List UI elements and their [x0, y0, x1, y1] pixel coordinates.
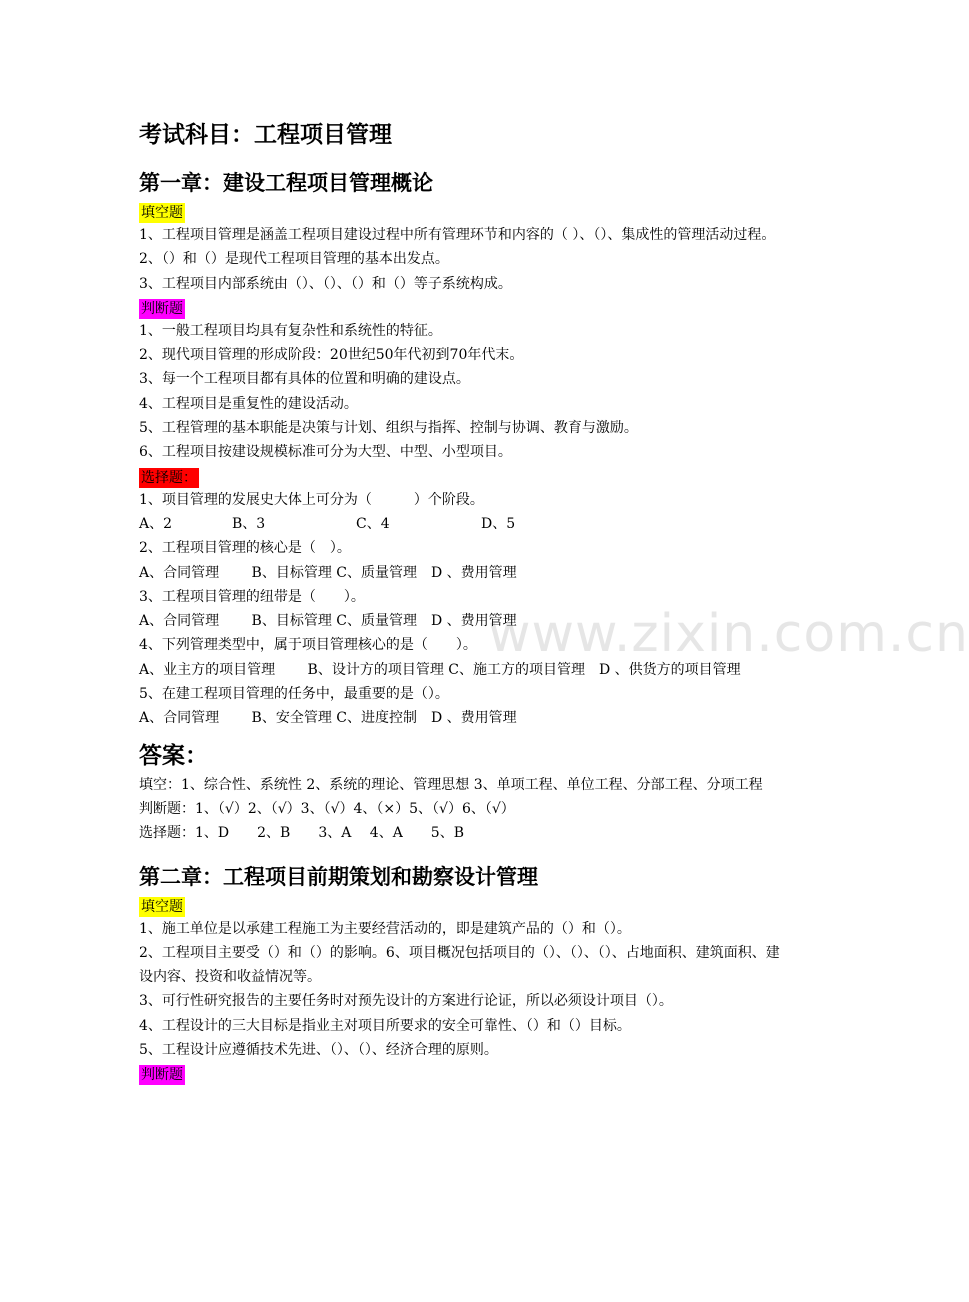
- true-false-tag: 判断题: [141, 1067, 183, 1084]
- option: D、5: [481, 515, 516, 532]
- answers-choice: 选择题：1、D 2、B 3、A 4、A 5、B: [139, 825, 465, 842]
- answers-heading: 答案：: [139, 741, 208, 769]
- ch1-choice-options: A、合同管理 B、目标管理 C、质量管理 D 、费用管理: [139, 613, 517, 630]
- watermark: www.zixin.com.cn: [488, 604, 969, 664]
- ch1-judge-item: 2、现代项目管理的形成阶段：20世纪50年代初到70年代末。: [139, 347, 524, 364]
- ch1-judge-item: 5、工程管理的基本职能是决策与计划、组织与指挥、控制与协调、教育与激励。: [139, 420, 638, 437]
- ch1-choice-question: 1、项目管理的发展史大体上可分为（ ）个阶段。: [139, 491, 484, 508]
- multiple-choice-tag: 选择题：: [141, 469, 197, 486]
- ch2-fill-item: 4、工程设计的三大目标是指业主对项目所要求的安全可靠性、（）和（）目标。: [139, 1017, 631, 1034]
- ch1-choice-question: 4、下列管理类型中，属于项目管理核心的是（ ）。: [139, 637, 477, 654]
- chapter-2-heading: 第二章：工程项目前期策划和勘察设计管理: [139, 863, 538, 889]
- answers-judge: 判断题：1、（√）2、（√）3、（√）4、（×）5、（√）6、（√）: [139, 800, 515, 817]
- ch1-choice-options: A、合同管理 B、目标管理 C、质量管理 D 、费用管理: [139, 564, 517, 581]
- ch2-fill-item: 1、施工单位是以承建工程施工为主要经营活动的，即是建筑产品的（）和（）。: [139, 920, 631, 937]
- fill-blank-tag: 填空题: [141, 898, 183, 915]
- ch1-choice-question: 5、在建工程项目管理的任务中，最重要的是（）。: [139, 686, 449, 703]
- chapter-1-heading: 第一章：建设工程项目管理概论: [139, 170, 433, 195]
- ch1-fill-item: 1、工程项目管理是涵盖工程项目建设过程中所有管理环节和内容的（ ）、（）、集成性的管理活动过程。: [139, 227, 776, 243]
- ch2-fill-item: 3、可行性研究报告的主要任务时对预先设计的方案进行论证，所以必须设计项目（）。: [139, 993, 673, 1010]
- ch1-fill-item: 2、（）和（）是现代工程项目管理的基本出发点。: [139, 251, 449, 268]
- ch1-judge-item: 1、一般工程项目均具有复杂性和系统性的特征。: [139, 322, 442, 339]
- answers-fill: 填空：1、综合性、系统性 2、系统的理论、管理思想 3、单项工程、单位工程、分部工程、分项工程: [139, 776, 763, 793]
- ch1-judge-item: 3、每一个工程项目都有具体的位置和明确的建设点。: [139, 371, 470, 388]
- option: B、3: [232, 515, 266, 532]
- ch1-choice-options: A、业主方的项目管理 B、设计方的项目管理 C、施工方的项目管理 D 、供货方的项目管理: [139, 661, 741, 678]
- option: C、4: [356, 515, 390, 532]
- ch1-choice-question: 2、工程项目管理的核心是（ ）。: [139, 540, 351, 557]
- ch1-judge-item: 6、工程项目按建设规模标准可分为大型、中型、小型项目。: [139, 444, 512, 461]
- ch1-fill-item: 3、工程项目内部系统由（）、（）、（）和（）等子系统构成。: [139, 275, 512, 292]
- ch1-judge-item: 4、工程项目是重复性的建设活动。: [139, 395, 358, 412]
- exam-title: 考试科目：工程项目管理: [139, 121, 392, 148]
- true-false-tag: 判断题: [141, 300, 183, 317]
- ch1-choice-options: A、合同管理 B、安全管理 C、进度控制 D 、费用管理: [139, 710, 517, 727]
- fill-blank-tag: 填空题: [141, 205, 183, 221]
- ch1-choice-options: [139, 512, 789, 536]
- ch1-choice-question: 3、工程项目管理的纽带是（ ）。: [139, 588, 365, 605]
- ch2-fill-item: 2、工程项目主要受（）和（）的影响。6、项目概况包括项目的（）、（）、（）、占地面积、建筑面积、建设内容、投资和收益情况等。: [139, 944, 780, 986]
- option: A、2: [139, 515, 173, 532]
- document-page: [139, 118, 789, 1085]
- ch2-fill-item: 5、工程设计应遵循技术先进、（）、（）、经济合理的原则。: [139, 1042, 498, 1059]
